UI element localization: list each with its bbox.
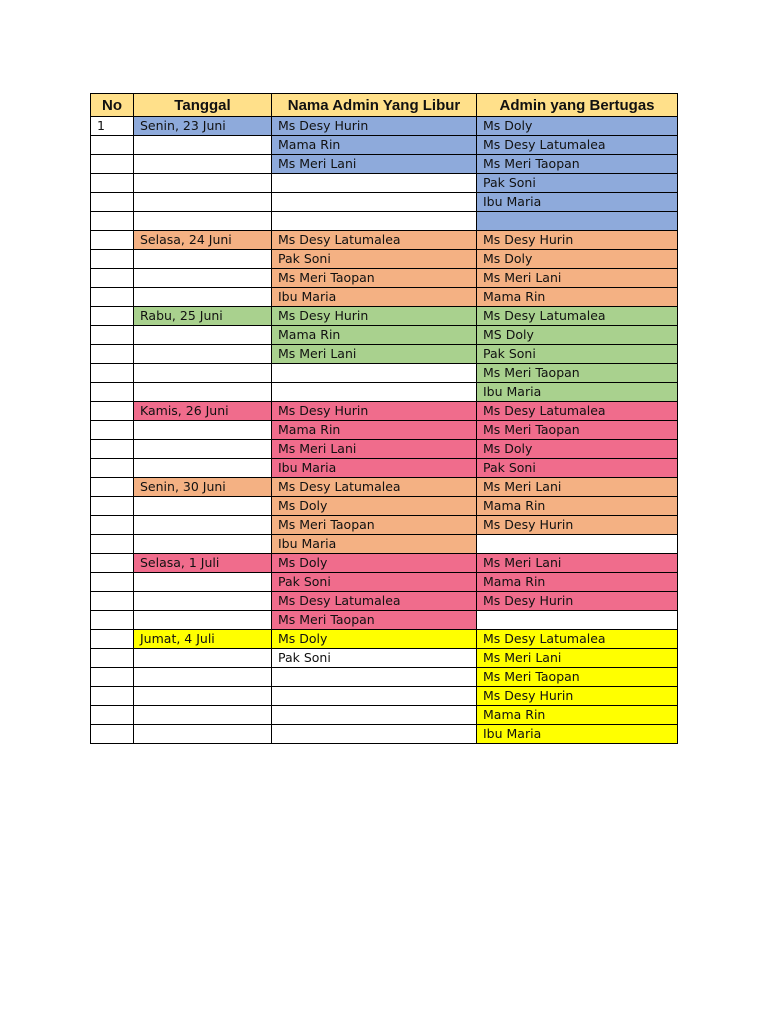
date-cell xyxy=(134,345,272,364)
date-cell xyxy=(134,649,272,668)
header-admin-on-duty: Admin yang Bertugas xyxy=(477,94,678,117)
row-number-cell xyxy=(91,212,134,231)
admin-duty-cell: Ms Desy Latumalea xyxy=(477,630,678,649)
admin-off-cell: Ibu Maria xyxy=(272,459,477,478)
admin-duty-cell: Ms Doly xyxy=(477,440,678,459)
admin-duty-cell: MS Doly xyxy=(477,326,678,345)
header-date: Tanggal xyxy=(134,94,272,117)
table-row xyxy=(91,155,678,174)
table-row xyxy=(91,516,678,535)
row-number-cell xyxy=(91,630,134,649)
row-number-cell xyxy=(91,592,134,611)
table-row xyxy=(91,497,678,516)
date-cell xyxy=(134,459,272,478)
table-row xyxy=(91,592,678,611)
admin-off-cell: Ms Meri Lani xyxy=(272,440,477,459)
table-row xyxy=(91,440,678,459)
header-no: No xyxy=(91,94,134,117)
table-row xyxy=(91,402,678,421)
admin-duty-cell: Ms Desy Latumalea xyxy=(477,402,678,421)
admin-off-cell: Ms Meri Taopan xyxy=(272,269,477,288)
date-cell xyxy=(134,326,272,345)
date-cell: Selasa, 24 Juni xyxy=(134,231,272,250)
admin-off-cell: Ms Desy Hurin xyxy=(272,307,477,326)
row-number-cell xyxy=(91,611,134,630)
admin-off-cell xyxy=(272,383,477,402)
date-cell: Rabu, 25 Juni xyxy=(134,307,272,326)
admin-duty-cell: Mama Rin xyxy=(477,706,678,725)
row-number-cell xyxy=(91,269,134,288)
date-cell: Kamis, 26 Juni xyxy=(134,402,272,421)
table-row xyxy=(91,611,678,630)
row-number-cell xyxy=(91,174,134,193)
admin-off-cell: Ms Meri Lani xyxy=(272,345,477,364)
table-row xyxy=(91,250,678,269)
admin-duty-cell: Ms Desy Latumalea xyxy=(477,136,678,155)
admin-duty-cell: Ibu Maria xyxy=(477,383,678,402)
admin-off-cell: Ms Meri Taopan xyxy=(272,611,477,630)
row-number-cell xyxy=(91,706,134,725)
admin-duty-cell: Ms Desy Hurin xyxy=(477,687,678,706)
date-cell xyxy=(134,288,272,307)
admin-duty-cell: Ms Meri Lani xyxy=(477,478,678,497)
table-row xyxy=(91,687,678,706)
table-row xyxy=(91,649,678,668)
admin-duty-cell: Ms Meri Taopan xyxy=(477,421,678,440)
table-row xyxy=(91,231,678,250)
row-number-cell xyxy=(91,136,134,155)
date-cell xyxy=(134,174,272,193)
table-row xyxy=(91,668,678,687)
table-row xyxy=(91,554,678,573)
table-row xyxy=(91,212,678,231)
admin-off-cell: Ms Meri Taopan xyxy=(272,516,477,535)
table-row xyxy=(91,326,678,345)
date-cell: Jumat, 4 Juli xyxy=(134,630,272,649)
date-cell xyxy=(134,725,272,744)
row-number-cell xyxy=(91,383,134,402)
admin-duty-cell xyxy=(477,611,678,630)
table-body xyxy=(91,117,678,744)
row-number-cell xyxy=(91,478,134,497)
table-row xyxy=(91,307,678,326)
date-cell xyxy=(134,611,272,630)
row-number-cell xyxy=(91,573,134,592)
row-number-cell xyxy=(91,364,134,383)
admin-duty-cell: Ms Meri Taopan xyxy=(477,155,678,174)
admin-off-cell: Ms Doly xyxy=(272,630,477,649)
admin-off-cell xyxy=(272,174,477,193)
admin-duty-cell: Ms Meri Taopan xyxy=(477,364,678,383)
row-number-cell xyxy=(91,250,134,269)
admin-off-cell: Ibu Maria xyxy=(272,535,477,554)
admin-duty-cell: Ms Desy Hurin xyxy=(477,592,678,611)
admin-duty-cell xyxy=(477,535,678,554)
date-cell xyxy=(134,136,272,155)
date-cell xyxy=(134,155,272,174)
row-number-cell xyxy=(91,535,134,554)
admin-duty-cell: Ibu Maria xyxy=(477,193,678,212)
admin-off-cell: Ms Meri Lani xyxy=(272,155,477,174)
row-number-cell xyxy=(91,231,134,250)
table-row xyxy=(91,364,678,383)
date-cell xyxy=(134,687,272,706)
header-row xyxy=(91,94,678,117)
table-row xyxy=(91,288,678,307)
table-row xyxy=(91,459,678,478)
row-number-cell xyxy=(91,649,134,668)
row-number-cell xyxy=(91,155,134,174)
table-row xyxy=(91,630,678,649)
date-cell xyxy=(134,383,272,402)
table-row xyxy=(91,117,678,136)
row-number-cell: 1 xyxy=(91,117,134,136)
row-number-cell xyxy=(91,497,134,516)
admin-duty-cell: Ms Meri Lani xyxy=(477,269,678,288)
admin-off-cell xyxy=(272,725,477,744)
admin-off-cell xyxy=(272,193,477,212)
table-row xyxy=(91,706,678,725)
date-cell xyxy=(134,250,272,269)
admin-duty-cell: Mama Rin xyxy=(477,288,678,307)
row-number-cell xyxy=(91,326,134,345)
admin-duty-cell: Ms Meri Taopan xyxy=(477,668,678,687)
date-cell xyxy=(134,706,272,725)
table-row xyxy=(91,421,678,440)
admin-off-cell: Ibu Maria xyxy=(272,288,477,307)
admin-duty-cell: Ms Desy Hurin xyxy=(477,231,678,250)
admin-off-cell xyxy=(272,687,477,706)
row-number-cell xyxy=(91,554,134,573)
date-cell xyxy=(134,440,272,459)
admin-duty-cell: Ms Meri Lani xyxy=(477,649,678,668)
admin-off-cell xyxy=(272,364,477,383)
table-row xyxy=(91,725,678,744)
admin-off-cell: Ms Desy Hurin xyxy=(272,402,477,421)
admin-duty-cell: Ms Doly xyxy=(477,250,678,269)
admin-duty-cell: Ms Doly xyxy=(477,117,678,136)
admin-off-cell xyxy=(272,212,477,231)
table-row xyxy=(91,136,678,155)
date-cell xyxy=(134,364,272,383)
table-row xyxy=(91,573,678,592)
admin-off-cell: Ms Doly xyxy=(272,554,477,573)
date-cell: Senin, 23 Juni xyxy=(134,117,272,136)
admin-duty-cell: Pak Soni xyxy=(477,174,678,193)
row-number-cell xyxy=(91,687,134,706)
date-cell xyxy=(134,573,272,592)
row-number-cell xyxy=(91,725,134,744)
admin-duty-cell: Ibu Maria xyxy=(477,725,678,744)
admin-duty-cell: Ms Desy Latumalea xyxy=(477,307,678,326)
table-row xyxy=(91,478,678,497)
row-number-cell xyxy=(91,668,134,687)
admin-duty-cell: Pak Soni xyxy=(477,459,678,478)
row-number-cell xyxy=(91,459,134,478)
row-number-cell xyxy=(91,402,134,421)
admin-off-cell: Ms Desy Latumalea xyxy=(272,231,477,250)
admin-duty-cell: Mama Rin xyxy=(477,573,678,592)
schedule-table xyxy=(90,93,678,744)
admin-off-cell: Mama Rin xyxy=(272,421,477,440)
row-number-cell xyxy=(91,193,134,212)
admin-duty-cell: Pak Soni xyxy=(477,345,678,364)
admin-off-cell: Mama Rin xyxy=(272,136,477,155)
admin-off-cell: Ms Desy Latumalea xyxy=(272,478,477,497)
admin-off-cell: Ms Doly xyxy=(272,497,477,516)
table-row xyxy=(91,383,678,402)
date-cell xyxy=(134,516,272,535)
row-number-cell xyxy=(91,345,134,364)
admin-off-cell: Pak Soni xyxy=(272,649,477,668)
admin-duty-cell: Mama Rin xyxy=(477,497,678,516)
table-row xyxy=(91,269,678,288)
row-number-cell xyxy=(91,421,134,440)
date-cell xyxy=(134,193,272,212)
admin-duty-cell: Ms Desy Hurin xyxy=(477,516,678,535)
row-number-cell xyxy=(91,516,134,535)
admin-off-cell: Pak Soni xyxy=(272,250,477,269)
date-cell xyxy=(134,497,272,516)
table-row xyxy=(91,345,678,364)
admin-off-cell: Pak Soni xyxy=(272,573,477,592)
row-number-cell xyxy=(91,440,134,459)
admin-duty-cell xyxy=(477,212,678,231)
admin-off-cell: Ms Desy Hurin xyxy=(272,117,477,136)
date-cell xyxy=(134,269,272,288)
row-number-cell xyxy=(91,288,134,307)
admin-off-cell xyxy=(272,668,477,687)
date-cell: Senin, 30 Juni xyxy=(134,478,272,497)
admin-off-cell: Mama Rin xyxy=(272,326,477,345)
table-row xyxy=(91,535,678,554)
table-row xyxy=(91,174,678,193)
header-admin-off: Nama Admin Yang Libur xyxy=(272,94,477,117)
date-cell xyxy=(134,592,272,611)
row-number-cell xyxy=(91,307,134,326)
table-row xyxy=(91,193,678,212)
admin-off-cell: Ms Desy Latumalea xyxy=(272,592,477,611)
date-cell xyxy=(134,212,272,231)
date-cell xyxy=(134,668,272,687)
admin-off-cell xyxy=(272,706,477,725)
admin-duty-cell: Ms Meri Lani xyxy=(477,554,678,573)
date-cell xyxy=(134,535,272,554)
date-cell xyxy=(134,421,272,440)
table-header xyxy=(91,94,678,117)
date-cell: Selasa, 1 Juli xyxy=(134,554,272,573)
